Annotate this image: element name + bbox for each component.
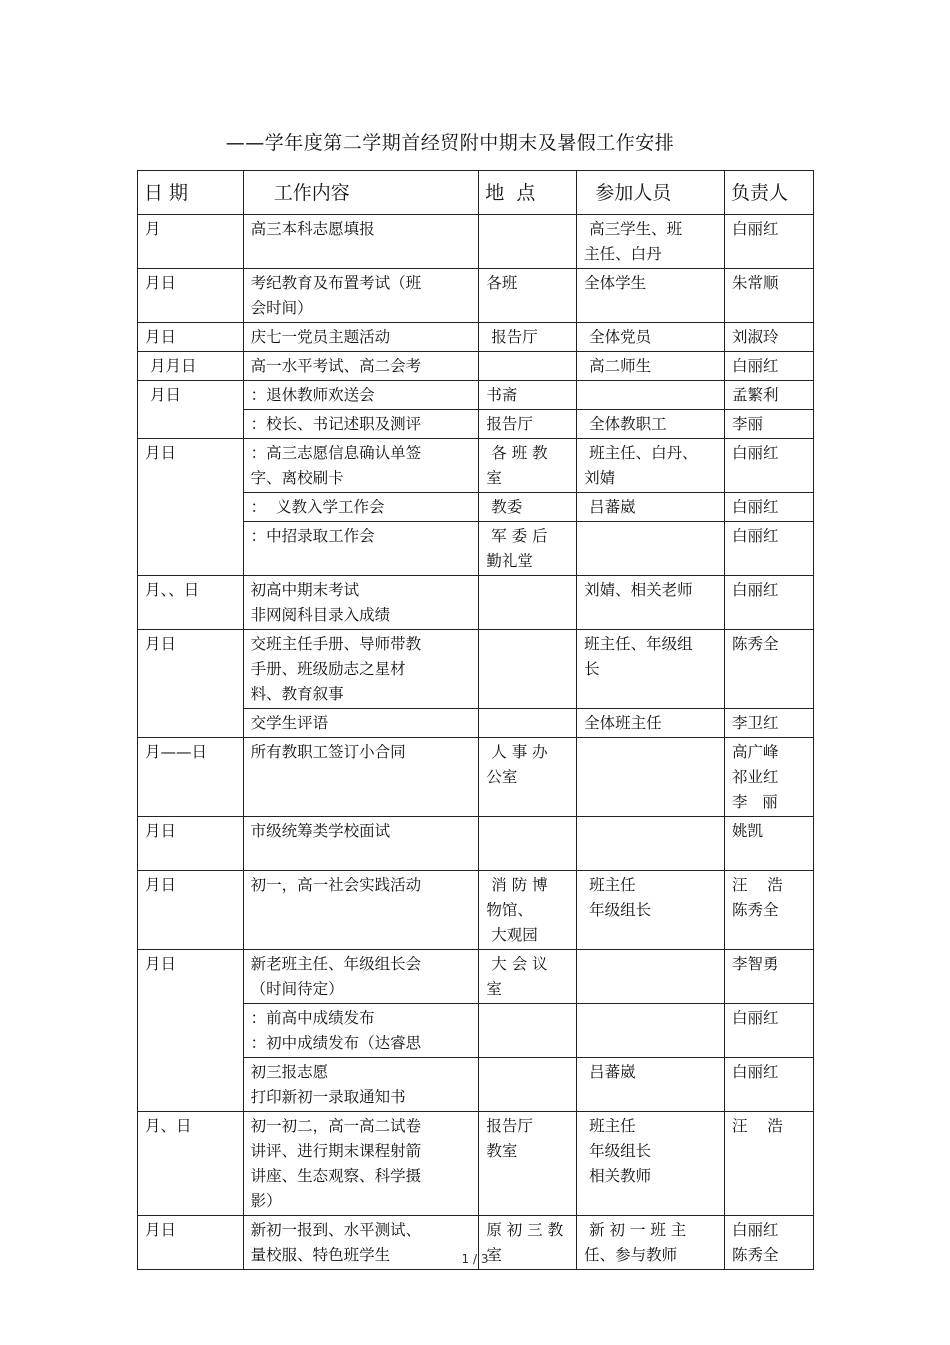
- cell-place: [479, 215, 577, 269]
- cell-place: [479, 738, 577, 817]
- table-row: [138, 871, 814, 950]
- cell-line: 非网阅科目录入成绩: [250, 606, 391, 624]
- cell-place: [479, 630, 577, 709]
- cell-line: [486, 217, 570, 242]
- cell-content: [243, 410, 479, 439]
- cell-owner: [725, 323, 814, 352]
- cell-place: [479, 352, 577, 381]
- cell-line: 庆七一党员主题活动: [250, 328, 391, 346]
- cell-line: [584, 524, 718, 549]
- cell-place: [479, 410, 577, 439]
- cell-line: 主任、白丹: [584, 245, 662, 263]
- cell-line: [584, 383, 718, 408]
- cell-owner: [725, 269, 814, 323]
- cell-line: 陈秀全: [732, 901, 779, 919]
- cell-place: [479, 709, 577, 738]
- header-date: 日 期: [138, 171, 244, 215]
- cell-owner: [725, 576, 814, 630]
- cell-people: [577, 1112, 725, 1216]
- cell-date: [138, 576, 244, 630]
- cell-line: 所有教职工签订小合同: [250, 743, 406, 761]
- cell-date: [138, 269, 244, 323]
- cell-line: 刘婧: [584, 469, 616, 487]
- cell-line: 白丽红: [732, 581, 779, 599]
- cell-owner: [725, 493, 814, 522]
- cell-line: ：初中成绩发布（达睿思: [250, 1034, 422, 1052]
- cell-people: [577, 871, 725, 950]
- cell-line: 大观园: [486, 926, 538, 944]
- cell-date: [138, 323, 244, 352]
- cell-content: [243, 352, 479, 381]
- table-row: [138, 950, 814, 1004]
- cell-line: 交学生评语: [250, 714, 329, 732]
- cell-line: 大 会 议: [486, 955, 548, 973]
- table-row: [138, 215, 814, 269]
- cell-line: 报告厅: [486, 328, 538, 346]
- cell-line: 月: [145, 220, 161, 238]
- cell-place: [479, 323, 577, 352]
- cell-line: ：中招录取工作会: [250, 527, 375, 545]
- cell-line: 班主任、白丹、: [584, 444, 698, 462]
- cell-date: [138, 352, 244, 381]
- cell-line: 初三报志愿: [250, 1063, 329, 1081]
- cell-line: 月日: [145, 635, 177, 653]
- header-people: 参加人员: [577, 171, 725, 215]
- cell-line: 室: [486, 469, 502, 487]
- cell-owner: [725, 439, 814, 493]
- cell-line: ：高三志愿信息确认单签: [250, 444, 422, 462]
- cell-line: 吕蕃崴: [584, 1063, 636, 1081]
- cell-content: [243, 439, 479, 493]
- cell-line: [486, 819, 570, 844]
- cell-line: 月、日: [145, 1117, 192, 1135]
- cell-people: [577, 352, 725, 381]
- cell-line: 李卫红: [732, 714, 779, 732]
- cell-line: 高二师生: [584, 357, 652, 375]
- cell-people: [577, 410, 725, 439]
- cell-line: 交班主任手册、导师带教: [250, 635, 422, 653]
- cell-place: [479, 1112, 577, 1216]
- cell-date: [138, 215, 244, 269]
- cell-line: 初一初二，高一高二试卷: [250, 1117, 422, 1135]
- cell-line: 初高中期末考试: [250, 581, 360, 599]
- cell-line: 任、参与教师: [584, 1246, 678, 1264]
- cell-people: [577, 215, 725, 269]
- cell-people: [577, 493, 725, 522]
- cell-line: 白丽红: [732, 1009, 779, 1027]
- cell-line: 月、、日: [145, 581, 200, 599]
- schedule-body: [138, 215, 814, 1270]
- cell-content: [243, 738, 479, 817]
- cell-date: [138, 381, 244, 439]
- cell-place: [479, 269, 577, 323]
- cell-line: 月日: [145, 444, 177, 462]
- cell-line: 月日: [145, 822, 177, 840]
- cell-date: [138, 630, 244, 738]
- cell-people: [577, 439, 725, 493]
- cell-people: [577, 709, 725, 738]
- cell-people: [577, 522, 725, 576]
- cell-place: [479, 522, 577, 576]
- cell-line: 军 委 后: [486, 527, 548, 545]
- cell-line: 孟繁利: [732, 386, 779, 404]
- cell-owner: [725, 738, 814, 817]
- cell-line: [486, 1060, 570, 1085]
- cell-content: [243, 1004, 479, 1058]
- cell-people: [577, 817, 725, 871]
- cell-owner: [725, 352, 814, 381]
- cell-people: [577, 950, 725, 1004]
- cell-line: 量校服、特色班学生: [250, 1246, 391, 1264]
- cell-content: [243, 871, 479, 950]
- cell-line: [486, 1006, 570, 1031]
- table-row: [138, 269, 814, 323]
- cell-content: [243, 493, 479, 522]
- cell-line: [584, 819, 718, 844]
- cell-content: [243, 576, 479, 630]
- cell-owner: [725, 215, 814, 269]
- cell-line: 公室: [486, 768, 518, 786]
- cell-line: 班主任: [584, 1117, 636, 1135]
- cell-line: 字、离校刷卡: [250, 469, 344, 487]
- cell-line: 高一水平考试、高二会考: [250, 357, 422, 375]
- cell-content: [243, 630, 479, 709]
- cell-content: [243, 1112, 479, 1216]
- cell-line: 长: [584, 660, 600, 678]
- cell-line: 年级组长: [584, 901, 652, 919]
- cell-owner: [725, 1112, 814, 1216]
- cell-line: 打印新初一录取通知书: [250, 1088, 406, 1106]
- cell-line: 新老班主任、年级组长会: [250, 955, 422, 973]
- cell-owner: [725, 950, 814, 1004]
- table-row: [138, 1112, 814, 1216]
- cell-line: 各 班 教: [486, 444, 548, 462]
- cell-line: 陈秀全: [732, 1246, 779, 1264]
- cell-line: 吕蕃崴: [584, 498, 636, 516]
- cell-line: ：前高中成绩发布: [250, 1009, 375, 1027]
- cell-line: 白丽红: [732, 220, 779, 238]
- table-row: [138, 630, 814, 709]
- cell-content: [243, 817, 479, 871]
- cell-line: 报告厅: [486, 1117, 533, 1135]
- cell-line: 料、教育叙事: [250, 685, 344, 703]
- cell-people: [577, 738, 725, 817]
- cell-line: 白丽红: [732, 498, 779, 516]
- cell-place: [479, 493, 577, 522]
- cell-line: [486, 354, 570, 379]
- cell-line: ： 义教入学工作会: [250, 498, 385, 516]
- cell-line: 月日: [145, 876, 177, 894]
- cell-line: 月日: [145, 955, 177, 973]
- cell-line: 白丽红: [732, 444, 779, 462]
- table-header-row: [138, 171, 814, 215]
- cell-line: 陈秀全: [732, 635, 779, 653]
- cell-line: 月——日: [145, 743, 208, 761]
- cell-content: [243, 522, 479, 576]
- cell-line: 影）: [250, 1192, 282, 1210]
- table-row: [138, 817, 814, 871]
- cell-line: 月日: [145, 328, 177, 346]
- cell-line: 白丽红: [732, 1063, 779, 1081]
- cell-line: 班主任: [584, 876, 636, 894]
- cell-place: [479, 1004, 577, 1058]
- cell-line: 月日: [145, 1221, 177, 1239]
- cell-people: [577, 1058, 725, 1112]
- cell-line: 各班: [486, 274, 518, 292]
- schedule-table: [137, 170, 814, 1270]
- cell-line: 消 防 博: [486, 876, 548, 894]
- cell-people: [577, 576, 725, 630]
- cell-place: [479, 576, 577, 630]
- header-owner: 负责人: [725, 171, 814, 215]
- header-content: 工作内容: [243, 171, 479, 215]
- cell-line: [486, 578, 570, 603]
- cell-line: 高三本科志愿填报: [250, 220, 375, 238]
- cell-line: 市级统筹类学校面试: [250, 822, 391, 840]
- cell-line: 室: [486, 980, 502, 998]
- cell-place: [479, 817, 577, 871]
- cell-line: 高三学生、班: [584, 220, 683, 238]
- cell-line: 刘淑玲: [732, 328, 779, 346]
- cell-line: 白丽红: [732, 1221, 779, 1239]
- cell-line: 人 事 办: [486, 743, 548, 761]
- cell-line: [486, 632, 570, 657]
- cell-line: 班主任、年级组: [584, 635, 693, 653]
- cell-place: [479, 381, 577, 410]
- cell-line: 报告厅: [486, 415, 533, 433]
- table-row: [138, 381, 814, 410]
- table-row: [138, 738, 814, 817]
- page-number: 1 / 3: [461, 1252, 489, 1266]
- cell-line: 新 初 一 班 主: [584, 1221, 687, 1239]
- cell-content: [243, 269, 479, 323]
- cell-line: 会时间）: [250, 299, 313, 317]
- cell-line: 讲评、进行期末课程射箭: [250, 1142, 422, 1160]
- cell-owner: [725, 522, 814, 576]
- cell-owner: [725, 1058, 814, 1112]
- cell-line: 白丽红: [732, 357, 779, 375]
- header-place: 地 点: [479, 171, 577, 215]
- cell-line: 高广峰: [732, 743, 779, 761]
- cell-owner: [725, 871, 814, 950]
- cell-line: 李智勇: [732, 955, 779, 973]
- cell-content: [243, 709, 479, 738]
- cell-content: [243, 215, 479, 269]
- cell-owner: [725, 630, 814, 709]
- cell-line: 刘婧、相关老师: [584, 581, 693, 599]
- cell-people: [577, 381, 725, 410]
- cell-line: 教室: [486, 1142, 518, 1160]
- cell-line: 手册、班级励志之星材: [250, 660, 406, 678]
- cell-line: 全体班主任: [584, 714, 662, 732]
- cell-place: [479, 439, 577, 493]
- cell-line: 祁业红: [732, 768, 779, 786]
- cell-owner: [725, 381, 814, 410]
- cell-content: [243, 323, 479, 352]
- cell-line: 朱常顺: [732, 274, 779, 292]
- cell-line: 考纪教育及布置考试（班: [250, 274, 422, 292]
- cell-date: [138, 439, 244, 576]
- cell-line: 李丽: [732, 415, 764, 433]
- cell-line: [486, 711, 570, 736]
- cell-line: [584, 740, 718, 765]
- cell-line: 全体教职工: [584, 415, 667, 433]
- cell-line: 新初一报到、水平测试、: [250, 1221, 422, 1239]
- cell-place: [479, 1058, 577, 1112]
- cell-people: [577, 269, 725, 323]
- cell-content: [243, 1058, 479, 1112]
- cell-line: 原 初 三 教: [486, 1221, 564, 1239]
- cell-line: 汪 浩: [732, 1117, 783, 1135]
- cell-line: ：校长、书记述职及测评: [250, 415, 422, 433]
- cell-owner: [725, 1004, 814, 1058]
- cell-line: 室: [486, 1246, 502, 1264]
- cell-date: [138, 1112, 244, 1216]
- cell-line: 勤礼堂: [486, 552, 533, 570]
- cell-line: 讲座、生态观察、科学摄: [250, 1167, 422, 1185]
- cell-line: [584, 952, 718, 977]
- cell-line: 物馆、: [486, 901, 533, 919]
- cell-line: [251, 844, 473, 869]
- cell-owner: [725, 410, 814, 439]
- cell-content: [243, 381, 479, 410]
- cell-owner: [725, 709, 814, 738]
- cell-line: 月日: [145, 274, 177, 292]
- cell-owner: [725, 817, 814, 871]
- cell-people: [577, 630, 725, 709]
- cell-line: 白丽红: [732, 527, 779, 545]
- cell-line: 月月日: [145, 357, 197, 375]
- cell-date: [138, 871, 244, 950]
- cell-line: 全体学生: [584, 274, 647, 292]
- cell-line: [584, 1006, 718, 1031]
- document-title: ——学年度第二学期首经贸附中期末及暑假工作安排: [225, 132, 675, 154]
- cell-line: （时间待定）: [250, 980, 344, 998]
- cell-place: [479, 871, 577, 950]
- table-row: [138, 352, 814, 381]
- cell-line: 李 丽: [732, 793, 778, 811]
- cell-place: [479, 950, 577, 1004]
- cell-content: [243, 950, 479, 1004]
- cell-line: 初一，高一社会实践活动: [250, 876, 422, 894]
- cell-line: 姚凯: [732, 822, 764, 840]
- cell-line: 月日: [145, 386, 181, 404]
- table-row: [138, 323, 814, 352]
- cell-date: [138, 950, 244, 1112]
- cell-line: 年级组长: [584, 1142, 652, 1160]
- cell-date: [138, 738, 244, 817]
- cell-line: 书斋: [486, 386, 518, 404]
- table-row: [138, 439, 814, 493]
- cell-line: 全体党员: [584, 328, 652, 346]
- cell-line: ：退休教师欢送会: [250, 386, 375, 404]
- table-row: [138, 576, 814, 630]
- cell-date: [138, 817, 244, 871]
- cell-people: [577, 1004, 725, 1058]
- cell-people: [577, 323, 725, 352]
- cell-line: 汪 浩: [732, 876, 783, 894]
- cell-line: 教委: [486, 498, 523, 516]
- cell-line: 相关教师: [584, 1167, 652, 1185]
